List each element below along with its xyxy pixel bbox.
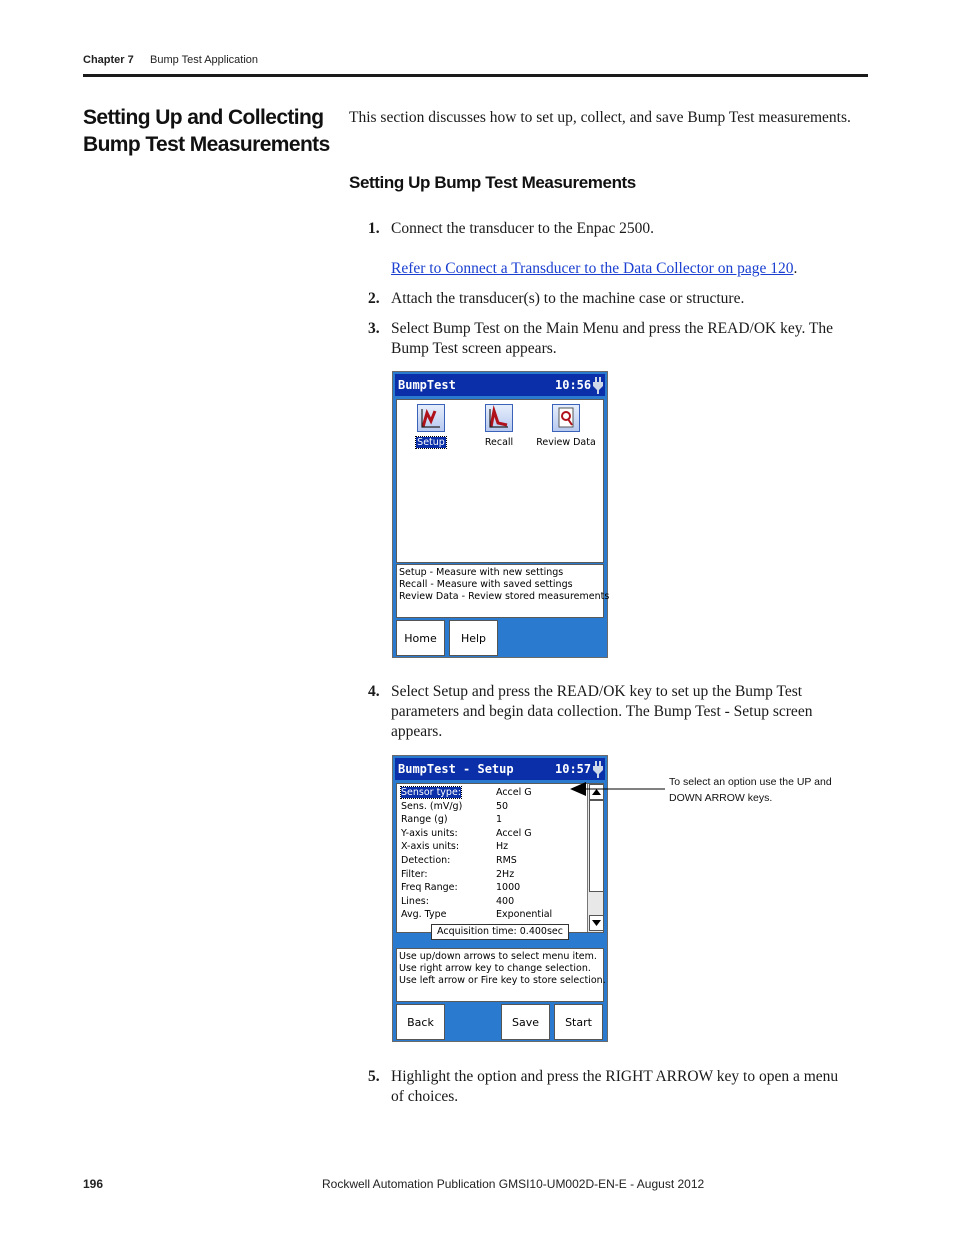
screen-title: BumpTest <box>398 378 456 392</box>
setting-label: Lines: <box>401 895 429 907</box>
setting-value: 400 <box>496 895 515 907</box>
setting-row[interactable] <box>399 787 585 800</box>
setting-label: Range (g) <box>401 814 448 826</box>
callout-arrow-icon <box>570 779 666 799</box>
step-text-line-2: of choices. <box>391 1088 459 1105</box>
step-text-line-1: Select Bump Test on the Main Menu and press the READ/OK key. The <box>391 320 834 337</box>
setting-value: Exponential <box>496 909 553 921</box>
step-number: 4. <box>368 683 380 700</box>
settings-list <box>396 783 604 933</box>
setting-value: 1000 <box>496 882 521 894</box>
side-title <box>83 104 333 158</box>
scroll-down-button[interactable] <box>589 915 604 931</box>
setting-label: Freq Range: <box>401 882 458 894</box>
setting-label: Filter: <box>401 868 428 880</box>
setting-label: X-axis units: <box>401 841 460 853</box>
step-number: 2. <box>368 290 380 307</box>
screen-title: BumpTest - Setup <box>398 762 514 776</box>
screen-time: 10:56 <box>555 378 592 392</box>
help-line: Review Data - Review stored measurements <box>399 591 610 602</box>
acquisition-time-box: Acquisition time: 0.400sec <box>431 924 569 940</box>
power-plug-icon <box>591 760 605 778</box>
help-line: Recall - Measure with saved settings <box>399 579 573 590</box>
setting-row[interactable] <box>399 882 585 895</box>
step-text-line-1: Select Setup and press the READ/OK key to set up the Bump Test <box>391 683 803 700</box>
help-line: Use left arrow or Fire key to store selection. <box>399 975 606 986</box>
back-button[interactable]: Back <box>396 1004 445 1040</box>
scroll-thumb[interactable] <box>589 800 604 892</box>
recall-chart-icon <box>485 404 513 432</box>
help-panel <box>396 948 604 1002</box>
help-line: Setup - Measure with new settings <box>399 567 564 578</box>
section-label: Bump Test Application <box>150 54 259 66</box>
help-panel <box>396 564 610 618</box>
icon-panel <box>396 399 604 563</box>
setting-value: Accel G <box>496 827 532 839</box>
step-text-line-1: Highlight the option and press the RIGHT ARROW key to open a menu <box>391 1068 839 1085</box>
setting-row[interactable] <box>399 896 585 909</box>
setting-label: Sens. (mV/g) <box>401 800 463 812</box>
link-line <box>391 259 797 279</box>
review-data-icon <box>552 404 580 432</box>
setting-row[interactable] <box>399 814 585 827</box>
setting-value: Hz <box>496 841 509 853</box>
step-text-line-3: appears. <box>391 723 443 740</box>
bumptest-screen <box>392 371 608 658</box>
setting-label: Y-axis units: <box>401 827 458 839</box>
setting-row[interactable] <box>399 855 585 868</box>
setting-value: Accel G <box>496 787 532 798</box>
setting-value: 1 <box>496 814 503 826</box>
help-line: Use right arrow key to change selection. <box>399 963 591 974</box>
screen-title-bar <box>395 758 605 780</box>
setup-option[interactable] <box>411 404 451 450</box>
setting-row[interactable] <box>399 841 585 854</box>
page-number: 196 <box>83 1177 104 1191</box>
recall-option[interactable] <box>479 404 519 450</box>
save-button[interactable]: Save <box>501 1004 550 1040</box>
step-text: Attach the transducer(s) to the machine case or structure. <box>391 290 745 307</box>
help-button[interactable]: Help <box>449 620 498 656</box>
callout-line-1: To select an option use the UP and <box>669 776 832 788</box>
intro-paragraph: This section discusses how to set up, collect, and save Bump Test measurements. <box>349 109 851 126</box>
setting-row[interactable] <box>399 801 585 814</box>
screen-time: 10:57 <box>555 762 592 776</box>
review-data-option[interactable] <box>535 404 597 450</box>
step-text: Connect the transducer to the Enpac 2500. <box>391 220 654 237</box>
setting-row[interactable] <box>399 869 585 882</box>
step-text-line-2: Bump Test screen appears. <box>391 340 557 357</box>
recall-label: Recall <box>484 437 514 448</box>
side-title-line-1: Setting Up and Collecting <box>83 106 324 129</box>
step-number: 1. <box>368 220 380 237</box>
step-number: 3. <box>368 320 380 337</box>
setting-label: Detection: <box>401 855 451 866</box>
callout-line-2: DOWN ARROW keys. <box>669 792 773 804</box>
step-number: 5. <box>368 1068 380 1085</box>
publication-footer: Rockwell Automation Publication GMSI10-UM002D-EN-E - August 2012 <box>322 1177 705 1191</box>
setup-label: Setup <box>417 437 445 448</box>
setting-label: Avg. Type <box>401 909 447 921</box>
setting-value: 2Hz <box>496 868 515 880</box>
chapter-label: Chapter 7 <box>83 54 134 66</box>
home-button[interactable]: Home <box>396 620 445 656</box>
arrow-down-icon <box>590 916 603 930</box>
setting-label: Sensor type: <box>401 787 462 798</box>
screen-title-bar <box>395 374 605 396</box>
power-plug-icon <box>591 376 605 394</box>
setup-chart-icon <box>417 404 445 432</box>
scrollbar[interactable] <box>587 784 604 932</box>
step-text-line-2: parameters and begin data collection. The Bump Test - Setup screen <box>391 703 813 720</box>
setting-row[interactable] <box>399 909 585 922</box>
setting-value: 50 <box>496 800 509 812</box>
side-title-line-2: Bump Test Measurements <box>83 133 330 156</box>
review-data-label: Review Data <box>536 437 596 448</box>
setting-row[interactable] <box>399 828 585 841</box>
start-button[interactable]: Start <box>554 1004 603 1040</box>
help-line: Use up/down arrows to select menu item. <box>399 951 597 962</box>
subheading: Setting Up Bump Test Measurements <box>349 173 636 192</box>
setting-value: RMS <box>496 855 517 866</box>
link-period: . <box>793 260 798 277</box>
header-rule <box>83 74 868 77</box>
callout-note <box>669 774 832 806</box>
transducer-link[interactable]: Refer to Connect a Transducer to the Data Collector on page 120 <box>391 260 794 277</box>
